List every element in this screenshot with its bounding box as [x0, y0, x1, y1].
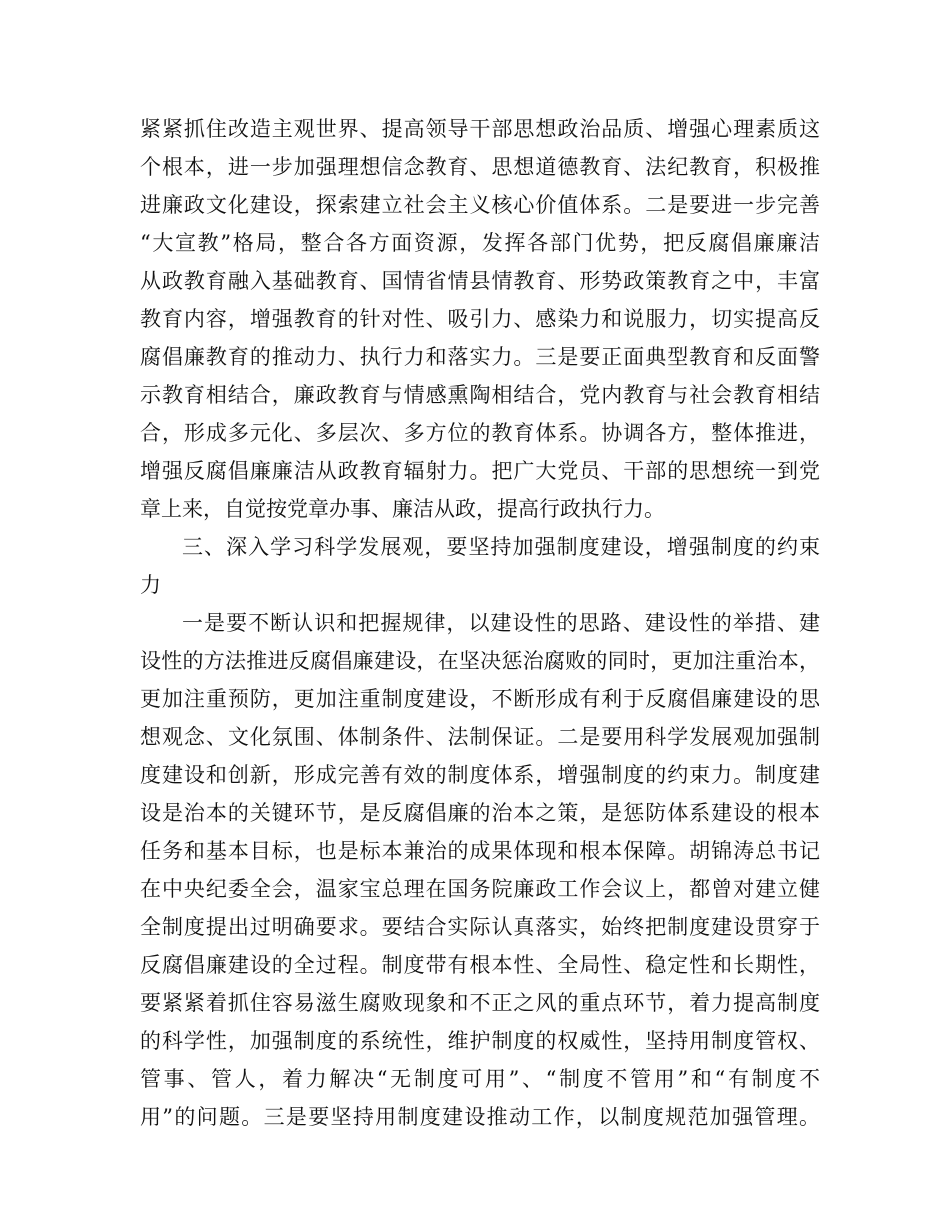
text-line: 教育内容，增强教育的针对性、吸引力、感染力和说服力，切实提高反 [140, 307, 820, 331]
text-line: 合，形成多元化、多层次、多方位的教育体系。协调各方，整体推进， [140, 421, 820, 445]
section-heading-continuation: 力 [140, 573, 161, 597]
text-line: 从政教育融入基础教育、国情省情县情教育、形势政策教育之中，丰富 [140, 269, 820, 293]
text-line: 反腐倡廉建设的全过程。制度带有根本性、全局性、稳定性和长期性， [140, 953, 820, 977]
text-line: 一是要不断认识和把握规律，以建设性的思路、建设性的举措、建 [182, 611, 820, 635]
text-line: 进廉政文化建设，探索建立社会主义核心价值体系。二是要进一步完善 [140, 193, 820, 217]
text-line: 管事、管人，着力解决“无制度可用”、“制度不管用”和“有制度不 [140, 1067, 820, 1091]
text-line: 更加注重预防，更加注重制度建设，不断形成有利于反腐倡廉建设的思 [140, 687, 820, 711]
text-line: 紧紧抓住改造主观世界、提高领导干部思想政治品质、增强心理素质这 [140, 117, 820, 141]
text-line: 在中央纪委全会，温家宝总理在国务院廉政工作会议上，都曾对建立健 [140, 877, 820, 901]
text-line: 度建设和创新，形成完善有效的制度体系，增强制度的约束力。制度建 [140, 763, 820, 787]
text-line: 任务和基本目标，也是标本兼治的成果体现和根本保障。胡锦涛总书记 [140, 839, 820, 863]
text-line: 用”的问题。三是要坚持用制度建设推动工作，以制度规范加强管理。 [140, 1105, 820, 1129]
text-line: “大宣教”格局，整合各方面资源，发挥各部门优势，把反腐倡廉廉洁 [140, 231, 820, 255]
text-line: 腐倡廉教育的推动力、执行力和落实力。三是要正面典型教育和反面警 [140, 345, 820, 369]
body-text [140, 110, 820, 1136]
text-line: 全制度提出过明确要求。要结合实际认真落实，始终把制度建设贯穿于 [140, 915, 820, 939]
text-line: 设是治本的关键环节，是反腐倡廉的治本之策，是惩防体系建设的根本 [140, 801, 820, 825]
text-line: 个根本，进一步加强理想信念教育、思想道德教育、法纪教育，积极推 [140, 155, 820, 179]
section-heading: 三、深入学习科学发展观，要坚持加强制度建设，增强制度的约束 [182, 535, 820, 559]
text-line: 的科学性，加强制度的系统性，维护制度的权威性，坚持用制度管权、 [140, 1029, 820, 1053]
text-line: 想观念、文化氛围、体制条件、法制保证。二是要用科学发展观加强制 [140, 725, 820, 749]
text-line: 章上来，自觉按党章办事、廉洁从政，提高行政执行力。 [140, 497, 665, 521]
text-line: 要紧紧着抓住容易滋生腐败现象和不正之风的重点环节，着力提高制度 [140, 991, 820, 1015]
text-line: 增强反腐倡廉廉洁从政教育辐射力。把广大党员、干部的思想统一到党 [140, 459, 820, 483]
text-line: 设性的方法推进反腐倡廉建设，在坚决惩治腐败的同时，更加注重治本， [140, 649, 820, 673]
text-line: 示教育相结合，廉政教育与情感熏陶相结合，党内教育与社会教育相结 [140, 383, 820, 407]
